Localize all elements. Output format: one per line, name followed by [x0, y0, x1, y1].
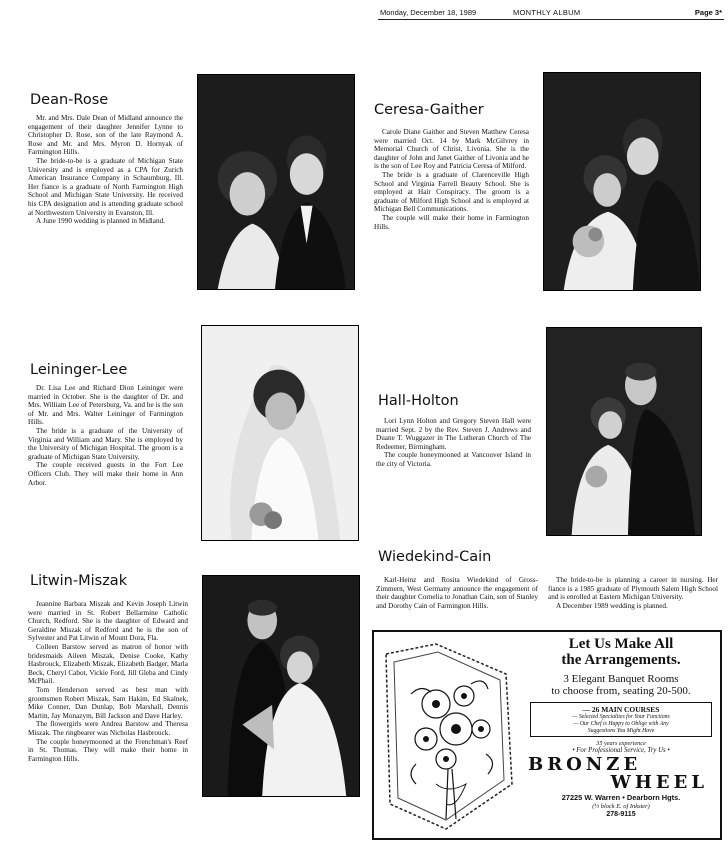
photo-dean-rose-couple	[197, 74, 355, 290]
ad-address-note: (½ block E. of Inkster)	[592, 802, 650, 810]
paragraph: Lori Lynn Holton and Gregory Steven Hall were married Sept. 2 by the Rev. Steven J. Andrews and Duane T. Wuggazer in The Lutheran Church of The Redeemer, Birmingham.	[376, 417, 531, 451]
ad-bullet: — Our Chef is Happy to Oblige with Any	[573, 720, 669, 727]
paragraph: Karl-Heinz and Rosita Wiedekind of Gross-Zimmern, West Germany announce the engagement of their daughter Cornelia to Jonathan Cain, son of Stanley and Dorothy Cain of Farmington Hills.	[376, 576, 538, 610]
article-ceresa-gaither	[374, 128, 529, 231]
ad-address: 27225 W. Warren • Dearborn Hgts.	[561, 793, 681, 803]
ad-bullet: Suggestions You Might Have	[587, 727, 655, 734]
photo-hall-holton-couple	[546, 327, 702, 536]
article-wiedekind-cain-col1	[376, 576, 538, 610]
ad-phone: 278-9115	[606, 810, 636, 818]
ad-brand-bronze: BRONZE	[528, 754, 642, 776]
ad-headline-1: Let Us Make All	[568, 636, 674, 652]
paragraph: The couple honeymooned at Vancouver Island in the city of Victoria.	[376, 451, 531, 468]
paragraph: Carole Diane Gaither and Steven Matthew Ceresa were married Oct. 14 by Mark McGilvrey in Memorial Church of Christ, Livonia. She is the daughter of John and Janet Gaither of Livonia and he is the son of Lee Roy and Patricia Ceresa of Milford.	[374, 128, 529, 171]
ad-headline-2: the Arrangements.	[561, 652, 681, 668]
ad-bullet: — Selected Specialties for Your Functions	[572, 714, 670, 720]
headline-wiedekind-cain: Wiedekind-Cain	[378, 549, 492, 565]
article-dean-rose	[28, 114, 183, 226]
photo-ceresa-gaither-couple	[543, 72, 701, 291]
paragraph: Mr. and Mrs. Dale Dean of Midland announce the engagement of their daughter Jennifer Lynne to Christopher D. Rose, son of the late Raymond A. Rose and Mr. and Mrs. Myron D. Hornyak of Farmington Hills.	[28, 114, 183, 157]
bronze-wheel-advertisement	[372, 630, 722, 840]
header-page-number: Page 3*	[694, 8, 722, 17]
photo-leininger-lee-bride	[201, 325, 359, 541]
paragraph: The couple will make their home in Farmington Hills.	[374, 213, 529, 231]
ad-seating-line: to choose from, seating 20-500.	[551, 685, 691, 697]
article-hall-holton	[376, 417, 531, 469]
paragraph: Dr. Lisa Lee and Richard Dion Leininger were married in October. She is the daughter of Dr. and Mrs. William Lee of Petersburg, Va. and he is the son of Mr. and Mrs. Walter Leininger of Farmington Hills.	[28, 384, 183, 427]
ad-professional: • For Professional Service, Try Us •	[572, 747, 670, 755]
article-wiedekind-cain-col2	[548, 576, 718, 610]
paragraph: The flowergirls were Andrea Barstow and Theresa Miszak. The ringbearer was Nicholas Hasbrouck.	[28, 720, 188, 737]
headline-dean-rose: Dean-Rose	[30, 92, 109, 108]
headline-hall-holton: Hall-Holton	[378, 393, 459, 409]
article-litwin-miszak	[28, 600, 188, 763]
paragraph: The bride is a graduate of Clarenceville High School and Virginia Farrell Beauty School. She is employed at Hair Conspiracy. The groom is a graduate of Milford High School and is employed at Michigan Bell Communications.	[374, 170, 529, 214]
paragraph: A June 1990 wedding is planned in Midland.	[36, 217, 165, 226]
paragraph: The bride-to-be is planning a career in nursing. Her fiance is a 1985 graduate of Plymouth Salem High School and is enrolled at Eastern Michigan University.	[548, 576, 718, 602]
headline-litwin-miszak: Litwin-Miszak	[30, 573, 128, 589]
ad-experience: 35 years experience	[596, 740, 646, 748]
floral-bouquet-illustration	[376, 634, 522, 836]
paragraph: Jeannine Barbara Miszak and Kevin Joseph Litwin were married in St. Robert Bellarmine Catholic Church, Redford. She is the daughter of Edward and Geraldine Miszak of Redford and he is the son of Sylvester and Pat Litwin of Mount Dora, Fla.	[28, 600, 188, 643]
header-section: MONTHLY ALBUM	[513, 8, 581, 17]
paragraph: A December 1989 wedding is planned.	[556, 601, 668, 610]
headline-leininger-lee: Leininger-Lee	[30, 362, 128, 378]
headline-ceresa-gaither: Ceresa-Gaither	[374, 102, 484, 118]
ad-brand-wheel: WHEEL	[610, 772, 708, 794]
page-header	[378, 6, 724, 20]
ad-rooms-line: 3 Elegant Banquet Rooms	[563, 673, 679, 685]
paragraph: The bride is a graduate of the University of Virginia and William and Mary. She is employed by the University of Michigan Hospital. The groom is a graduate of Michigan State University.	[28, 426, 183, 461]
paragraph: Tom Henderson served as best man with groomsmen Robert Miszak, Sam Hakim, Ed Skalnek, Mike Conner, Dan Dunlap, Bob Marshall, Dennis Martin, Jay Monazym, Bill Jackson and Dave Harley.	[28, 685, 188, 720]
paragraph: The bride-to-be is a graduate of Michigan State University and is employed as a CPA for Zurich American Insurance Company in Schaumburg, Ill. Her fiance is a graduate of North Farmington High School and Michigan State University. He received his CPA designation and is attending graduate school at Northwestern University in Evanston, Ill.	[28, 156, 183, 217]
ad-courses: — 26 MAIN COURSES	[582, 705, 660, 714]
article-leininger-lee	[28, 384, 183, 487]
paragraph: The couple honeymooned at the Frenchman's Reef in St. Thomas. They will make their home in Farmington Hills.	[28, 737, 188, 763]
ad-copy	[524, 636, 718, 819]
header-date: Monday, December 18, 1989	[380, 8, 477, 17]
photo-litwin-miszak-couple	[202, 575, 360, 797]
ad-courses-box	[530, 702, 712, 737]
paragraph: Colleen Barstow served as matron of honor with bridesmaids Aileen Miszak, Denise Cooke, Kathy Hasbrouck, Elizabeth Miszak, Elizabeth Badger, Marla Beck, Cheryl Cabot, Vickie Ford, Jill Gleba and Cindy McPhail.	[28, 642, 188, 686]
paragraph: The couple received guests in the Fort Lee Officers Club. They will make their home in Ann Arbor.	[28, 461, 183, 487]
